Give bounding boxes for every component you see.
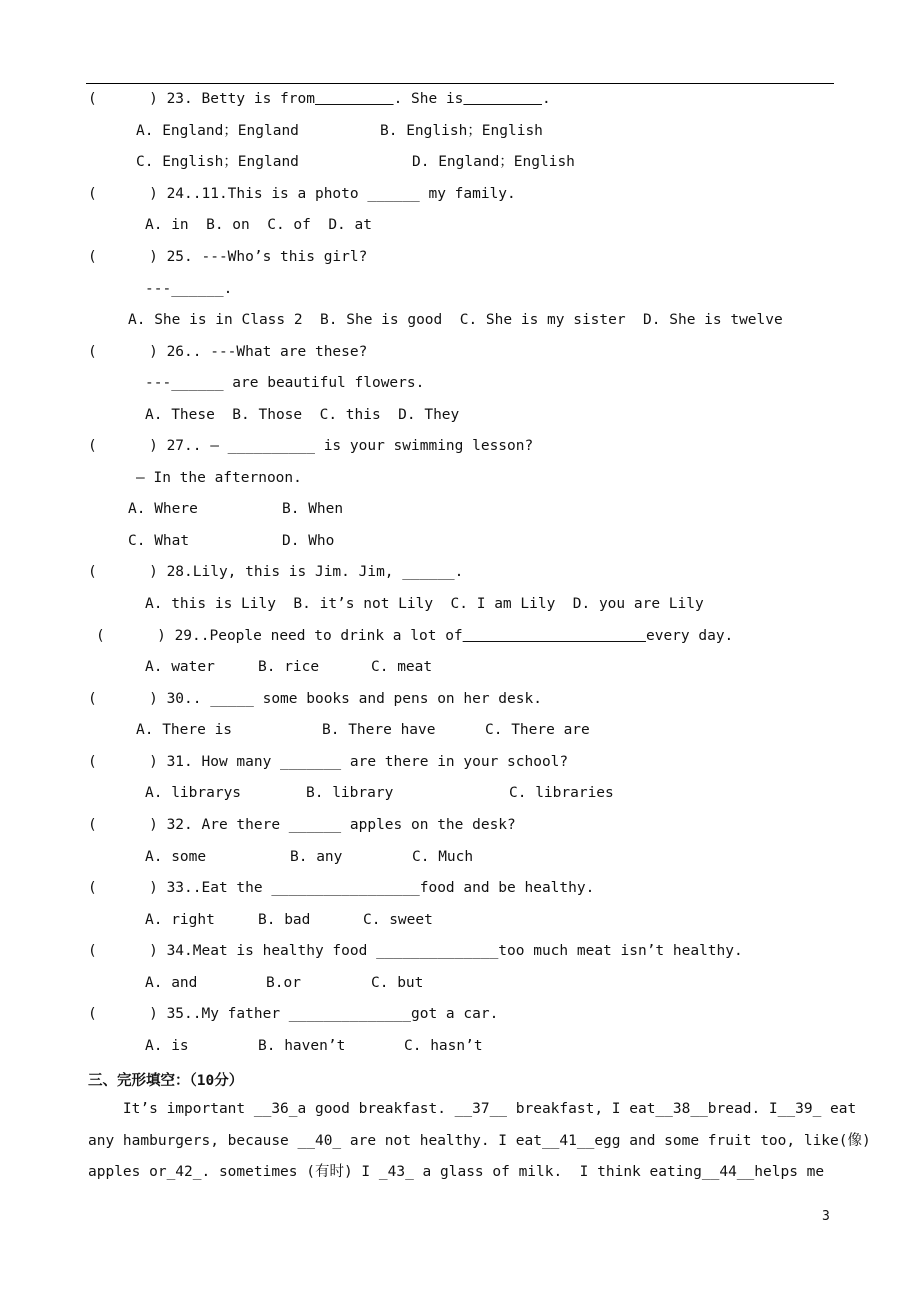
q26-reply: ---______ are beautiful flowers. [145,375,425,391]
header-rule [86,83,834,84]
q29-stem: ( ) 29..People need to drink a lot of [96,628,463,644]
q31-option-b[interactable]: B. library [306,785,394,801]
question-29 [96,627,733,645]
q27-option-b[interactable]: B. When [282,501,344,517]
q23-mid: . She is [393,91,464,107]
q29-option-c[interactable]: C. meat [371,659,433,675]
q35-option-a[interactable]: A. is [145,1038,189,1054]
q29-end: every day. [645,628,734,644]
q28-options[interactable]: A. this is Lily B. it’s not Lily C. I am Lily D. you are Lily [145,596,704,612]
q27-reply: — In the afternoon. [136,470,302,486]
q33-option-b[interactable]: B. bad [258,912,311,928]
passage-line-3: apples or_42_. sometimes (有时) I _43_ a glass of milk. I think eating__44__helps me [88,1164,825,1180]
q24-options[interactable]: A. in B. on C. of D. at [145,217,372,233]
q27-option-c[interactable]: C. What [128,533,190,549]
q23-option-d[interactable]: D. England；English [412,154,575,170]
q29-blank[interactable] [463,628,646,644]
q32-option-b[interactable]: B. any [290,849,343,865]
section-heading: 三、完形填空：（10分） [88,1073,244,1089]
q23-end: . [541,91,551,107]
question-28: ( ) 28.Lily, this is Jim. Jim, ______. [88,564,464,580]
q29-option-a[interactable]: A. water [145,659,215,675]
q30-option-b[interactable]: B. There have [322,722,436,738]
question-31: ( ) 31. How many _______ are there in your school? [88,754,569,770]
question-27: ( ) 27.. — __________ is your swimming lesson? [88,438,534,454]
q35-option-b[interactable]: B. haven’t [258,1038,346,1054]
q23-blank-2[interactable] [463,91,542,107]
q29-option-b[interactable]: B. rice [258,659,320,675]
q31-option-c[interactable]: C. libraries [509,785,614,801]
q33-option-a[interactable]: A. right [145,912,215,928]
q33-option-c[interactable]: C. sweet [363,912,433,928]
question-33: ( ) 33..Eat the _________________food and be healthy. [88,880,595,896]
q32-option-c[interactable]: C. Much [412,849,474,865]
passage-line-2: any hamburgers, because __40_ are not healthy. I eat__41__egg and some fruit too, like(像) [88,1133,871,1149]
q34-option-b[interactable]: B.or [266,975,301,991]
question-23 [88,90,551,108]
passage-line-1: It’s important __36_a good breakfast. __37__ breakfast, I eat__38__bread. I__39_ eat [88,1101,857,1117]
q25-reply: ---______. [145,281,233,297]
question-24: ( ) 24..11.This is a photo ______ my family. [88,186,516,202]
q26-options[interactable]: A. These B. Those C. this D. They [145,407,460,423]
q23-option-a[interactable]: A. England；England [136,123,299,139]
question-30: ( ) 30.. _____ some books and pens on her desk. [88,691,542,707]
q31-option-a[interactable]: A. librarys [145,785,242,801]
q23-blank-1[interactable] [315,91,394,107]
q30-option-a[interactable]: A. There is [136,722,233,738]
page-number: 3 [822,1209,830,1224]
question-25: ( ) 25. ---Who’s this girl? [88,249,368,265]
q23-option-c[interactable]: C. English；England [136,154,299,170]
question-34: ( ) 34.Meat is healthy food ______________too much meat isn’t healthy. [88,943,743,959]
q35-option-c[interactable]: C. hasn’t [404,1038,483,1054]
q34-option-a[interactable]: A. and [145,975,198,991]
q27-option-d[interactable]: D. Who [282,533,335,549]
question-26: ( ) 26.. ---What are these? [88,344,368,360]
q23-option-b[interactable]: B. English；English [380,123,543,139]
q32-option-a[interactable]: A. some [145,849,207,865]
q23-stem: ( ) 23. Betty is from [88,91,315,107]
question-32: ( ) 32. Are there ______ apples on the desk? [88,817,516,833]
q30-option-c[interactable]: C. There are [485,722,590,738]
q27-option-a[interactable]: A. Where [128,501,198,517]
q34-option-c[interactable]: C. but [371,975,424,991]
q25-options[interactable]: A. She is in Class 2 B. She is good C. She is my sister D. She is twelve [128,312,783,328]
question-35: ( ) 35..My father ______________got a car. [88,1006,499,1022]
